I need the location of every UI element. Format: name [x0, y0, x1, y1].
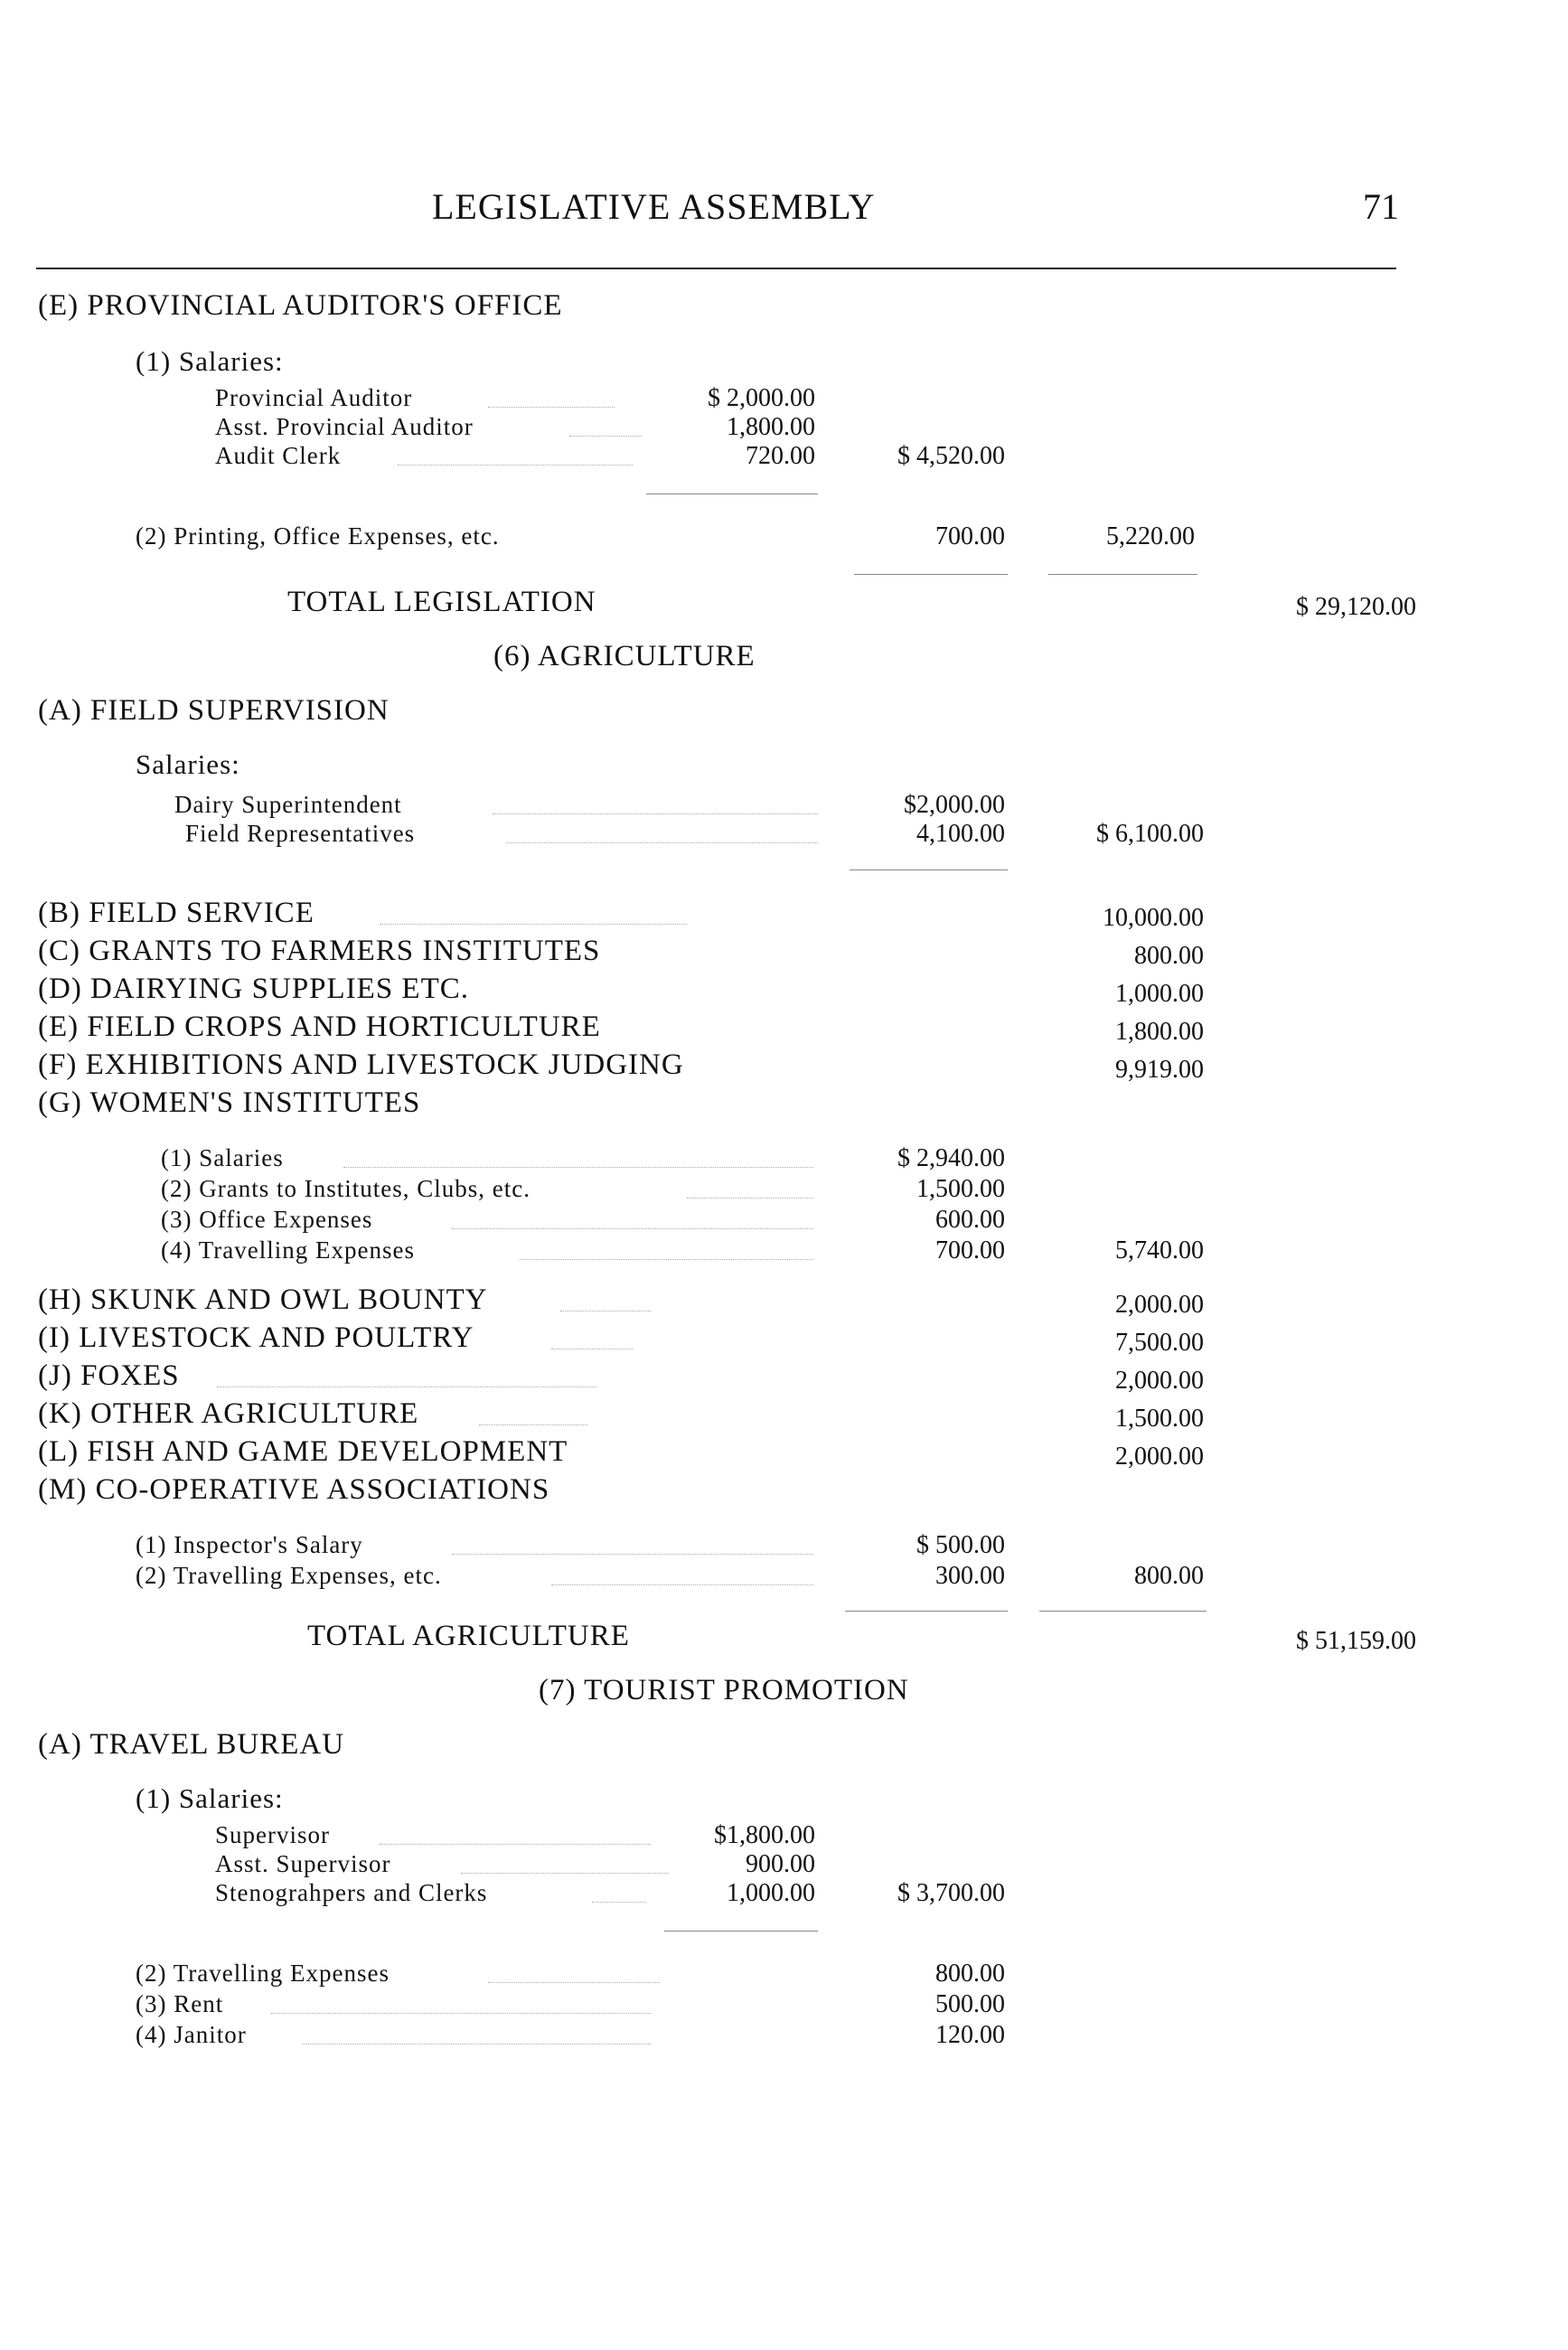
- total-legislation-label: TOTAL LEGISLATION: [287, 586, 596, 618]
- leader-dots: [452, 1554, 813, 1555]
- agri-item: (K) OTHER AGRICULTURE: [38, 1397, 419, 1430]
- leader-dots: [488, 1982, 660, 1983]
- total-agriculture-amount: $ 51,159.00: [1296, 1627, 1416, 1655]
- row-amount: $ 2,940.00: [897, 1144, 1005, 1172]
- row-label: (2) Printing, Office Expenses, etc.: [136, 522, 500, 550]
- row-subtotal: $ 3,700.00: [897, 1879, 1005, 1907]
- total-agriculture-label: TOTAL AGRICULTURE: [307, 1620, 630, 1652]
- sum-rule: [854, 574, 1008, 575]
- section-heading-tourist: (7) TOURIST PROMOTION: [539, 1674, 909, 1706]
- row-amount: 800.00: [935, 1960, 1005, 1988]
- agri-item: (E) FIELD CROPS AND HORTICULTURE: [38, 1010, 601, 1043]
- sum-rule: [664, 1931, 818, 1932]
- row-label: Stenograhpers and Clerks: [215, 1879, 488, 1906]
- leader-dots: [380, 924, 687, 925]
- row-amount: 1,000.00: [727, 1879, 815, 1907]
- page-number: 71: [1363, 186, 1399, 227]
- row-label: (4) Janitor: [136, 2021, 247, 2048]
- agri-item: (L) FISH AND GAME DEVELOPMENT: [38, 1435, 568, 1468]
- row-amount: $ 2,000.00: [708, 384, 815, 412]
- agri-item-amount: 2,000.00: [1115, 1443, 1204, 1471]
- row-label: Field Representatives: [185, 820, 416, 847]
- agri-item-amount: 7,500.00: [1115, 1329, 1204, 1357]
- leader-dots: [520, 1259, 813, 1260]
- leader-dots: [506, 842, 818, 843]
- total-legislation-amount: $ 29,120.00: [1296, 593, 1416, 621]
- agri-item-amount: 9,919.00: [1115, 1056, 1204, 1084]
- page-title: LEGISLATIVE ASSEMBLY: [432, 186, 876, 227]
- salaries-label: Salaries:: [136, 748, 240, 780]
- agri-item-amount: 1,000.00: [1115, 980, 1204, 1008]
- agri-item-amount: 2,000.00: [1115, 1291, 1204, 1319]
- row-label: Dairy Superintendent: [174, 791, 402, 818]
- agri-item-amount: 800.00: [1134, 942, 1204, 970]
- row-total: 800.00: [1134, 1562, 1204, 1590]
- row-amount: 700.00: [935, 522, 1005, 550]
- leader-dots: [493, 813, 818, 814]
- leader-dots: [217, 1386, 596, 1387]
- leader-dots: [380, 1844, 651, 1845]
- header-rule: [36, 268, 1396, 269]
- row-label: (1) Salaries: [161, 1144, 284, 1171]
- row-label: (2) Travelling Expenses, etc.: [136, 1562, 442, 1589]
- leader-dots: [271, 2013, 651, 2014]
- salaries-label: (1) Salaries:: [136, 345, 284, 377]
- row-amount: $ 500.00: [916, 1531, 1005, 1559]
- agri-item-amount: 2,000.00: [1115, 1367, 1204, 1395]
- leader-dots: [343, 1167, 813, 1168]
- agri-item-amount: 1,500.00: [1115, 1405, 1204, 1433]
- row-total: 5,740.00: [1115, 1236, 1204, 1264]
- section-heading-auditor: (E) PROVINCIAL AUDITOR'S OFFICE: [38, 289, 563, 322]
- leader-dots: [479, 1424, 587, 1425]
- row-label: (4) Travelling Expenses: [161, 1236, 415, 1264]
- agri-item-amount: 10,000.00: [1103, 904, 1204, 932]
- row-amount: $2,000.00: [904, 791, 1005, 819]
- travel-bureau-heading: (A) TRAVEL BUREAU: [38, 1728, 345, 1761]
- row-label: Audit Clerk: [215, 442, 342, 469]
- row-amount: 1,800.00: [727, 413, 815, 441]
- row-amount: 120.00: [935, 2021, 1005, 2049]
- field-supervision-heading: (A) FIELD SUPERVISION: [38, 694, 390, 727]
- leader-dots: [488, 407, 615, 408]
- leader-dots: [551, 1584, 813, 1585]
- row-amount: 900.00: [746, 1850, 815, 1878]
- row-label: (3) Rent: [136, 1990, 224, 2017]
- agri-item: (G) WOMEN'S INSTITUTES: [38, 1086, 421, 1119]
- agri-item: (D) DAIRYING SUPPLIES ETC.: [38, 973, 470, 1005]
- row-label: Provincial Auditor: [215, 384, 413, 411]
- leader-dots: [452, 1228, 813, 1229]
- row-amount: 700.00: [935, 1236, 1005, 1264]
- agri-item: (F) EXHIBITIONS AND LIVESTOCK JUDGING: [38, 1048, 684, 1081]
- agri-item: (C) GRANTS TO FARMERS INSTITUTES: [38, 935, 601, 967]
- row-label: (2) Grants to Institutes, Clubs, etc.: [161, 1175, 530, 1202]
- row-total: 5,220.00: [1106, 522, 1195, 550]
- row-total: $ 6,100.00: [1096, 820, 1204, 848]
- row-label: Supervisor: [215, 1821, 330, 1848]
- agri-item: (M) CO-OPERATIVE ASSOCIATIONS: [38, 1473, 550, 1506]
- row-amount: 720.00: [746, 442, 815, 470]
- row-amount: $1,800.00: [714, 1821, 815, 1849]
- row-amount: 4,100.00: [916, 820, 1005, 848]
- sum-rule: [1039, 1611, 1207, 1612]
- row-label: Asst. Provincial Auditor: [215, 413, 474, 440]
- row-label: (3) Office Expenses: [161, 1206, 373, 1233]
- row-subtotal: $ 4,520.00: [897, 442, 1005, 470]
- row-label: (1) Inspector's Salary: [136, 1531, 363, 1558]
- row-label: Asst. Supervisor: [215, 1850, 391, 1877]
- row-label: (2) Travelling Expenses: [136, 1960, 390, 1987]
- section-heading-agriculture: (6) AGRICULTURE: [493, 640, 756, 672]
- salaries-label: (1) Salaries:: [136, 1782, 284, 1814]
- row-amount: 500.00: [935, 1990, 1005, 2018]
- agri-item: (B) FIELD SERVICE: [38, 897, 315, 929]
- sum-rule: [845, 1611, 1008, 1612]
- row-amount: 300.00: [935, 1562, 1005, 1590]
- agri-item-amount: 1,800.00: [1115, 1018, 1204, 1046]
- row-amount: 600.00: [935, 1206, 1005, 1234]
- row-amount: 1,500.00: [916, 1175, 1005, 1203]
- agri-item: (H) SKUNK AND OWL BOUNTY: [38, 1283, 488, 1316]
- agri-item: (J) FOXES: [38, 1359, 180, 1392]
- sum-rule: [1048, 574, 1197, 575]
- agri-item: (I) LIVESTOCK AND POULTRY: [38, 1321, 474, 1354]
